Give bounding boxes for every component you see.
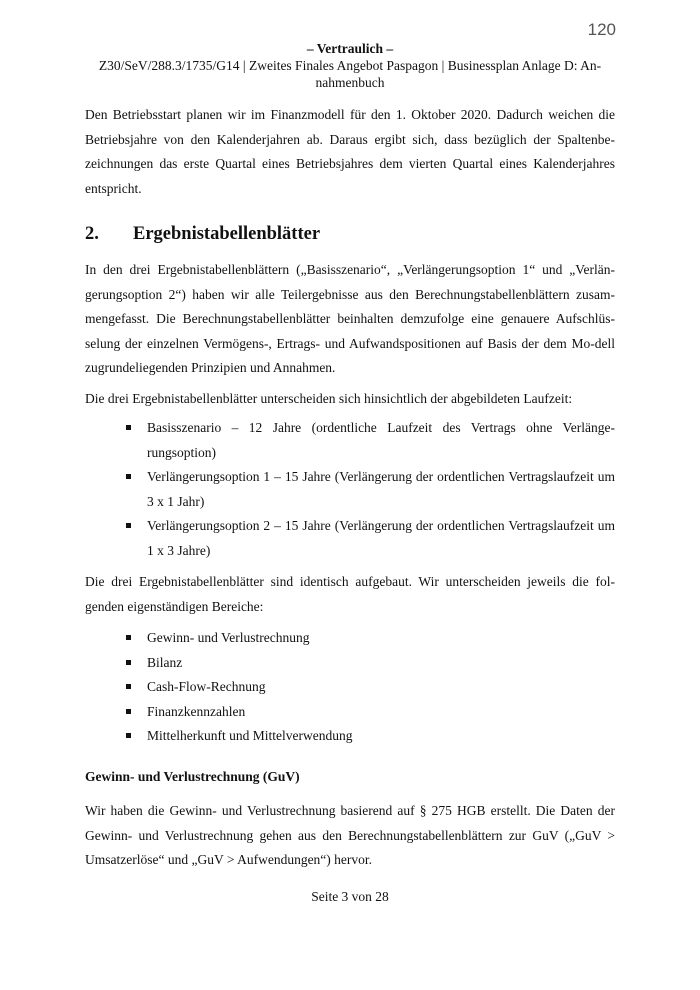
paragraph-1: In den drei Ergebnistabellenblättern („Basisszenario“, „Verlängerungsoption 1“ und „Verlän-gerungsoption 2“) haben wir alle Teilergebnisse aus den Berechnungstabellenblättern zusam-mengefasst. Die Berechnungstabellenblätter beinhalten demzufolge eine genauere Aufschlüs-selung der einzelnen Vermögens-, Ertrags- und Aufwandspositionen auf Basis der dem Mo-dell zugrundeliegenden Prinzipien und Annahmen. — [85, 262, 615, 375]
list-item — [85, 724, 615, 749]
bullet-icon — [126, 523, 131, 528]
list-item-text: Finanzkennzahlen — [147, 703, 246, 719]
intro-paragraph: Den Betriebsstart planen wir im Finanzmodell für den 1. Oktober 2020. Dadurch weichen die Betriebsjahre von den Kalenderjahren ab. Daraus ergibt sich, dass bezüglich der Spaltenbe-zeichnungen das erste Quartal eines Betriebsjahres dem vierten Quartal eines Kalenderjahres entspricht. — [85, 107, 615, 196]
bullet-icon — [126, 684, 131, 689]
list-item-text: Basisszenario – 12 Jahre (ordentliche Laufzeit des Vertrags ohne Verlänge-rungsoption) — [147, 420, 615, 460]
list-item-text: Cash-Flow-Rechnung — [147, 679, 266, 694]
list-item-text: Mittelherkunft und Mittelverwendung — [147, 728, 353, 743]
confidential-label: – Vertraulich – — [306, 41, 394, 56]
list-item — [85, 626, 615, 651]
list-item — [85, 651, 615, 676]
runtime-bullet-list — [85, 416, 615, 563]
paragraph-3: Die drei Ergebnistabellenblätter sind identisch aufgebaut. Wir unterscheiden jeweils die fol-genden eigenständigen Bereiche: — [85, 574, 615, 614]
area-bullet-list — [85, 626, 615, 749]
subheading-guv: Gewinn- und Verlustrechnung (GuV) — [85, 769, 300, 784]
bullet-icon — [126, 425, 131, 430]
page-number: 120 — [587, 20, 616, 39]
bullet-icon — [126, 474, 131, 479]
paragraph-4: Wir haben die Gewinn- und Verlustrechnung basierend auf § 275 HGB erstellt. Die Daten der Gewinn- und Verlustrechnung gehen aus den Berechnungstabellenblättern zur GuV („GuV > Umsatzerlöse“ und „GuV > Aufwendungen“) hervor. — [85, 803, 615, 867]
list-item — [85, 416, 615, 465]
bullet-icon — [126, 635, 131, 640]
paragraph-2: Die drei Ergebnistabellenblätter unterscheiden sich hinsichtlich der abgebildeten Laufzeit: — [85, 391, 573, 406]
page-footer: Seite 3 von 28 — [311, 889, 389, 904]
reference-line-2: nahmenbuch — [315, 75, 385, 90]
reference-line-1: Z30/SeV/288.3/1735/G14 | Zweites Finales Angebot Paspagon | Businessplan Anlage D: An- — [98, 58, 602, 73]
bullet-icon — [126, 660, 131, 665]
list-item — [85, 465, 615, 514]
list-item-text: Bilanz — [147, 654, 183, 670]
list-item — [85, 675, 615, 700]
list-item-text: Gewinn- und Verlustrechnung — [147, 630, 310, 645]
list-item — [85, 700, 615, 725]
bullet-icon — [126, 709, 131, 714]
bullet-icon — [126, 733, 131, 738]
section-number: 2. — [85, 224, 99, 244]
section-heading — [85, 224, 320, 245]
section-title: Ergebnistabellenblätter — [133, 224, 321, 244]
list-item-text: Verlängerungsoption 2 – 15 Jahre (Verlängerung der ordentlichen Vertragslaufzeit um 1 x 3 Jahre) — [147, 518, 615, 558]
document-header — [85, 40, 615, 91]
list-item-text: Verlängerungsoption 1 – 15 Jahre (Verlängerung der ordentlichen Vertragslaufzeit um 3 x 1 Jahr) — [147, 469, 615, 509]
list-item — [85, 514, 615, 563]
